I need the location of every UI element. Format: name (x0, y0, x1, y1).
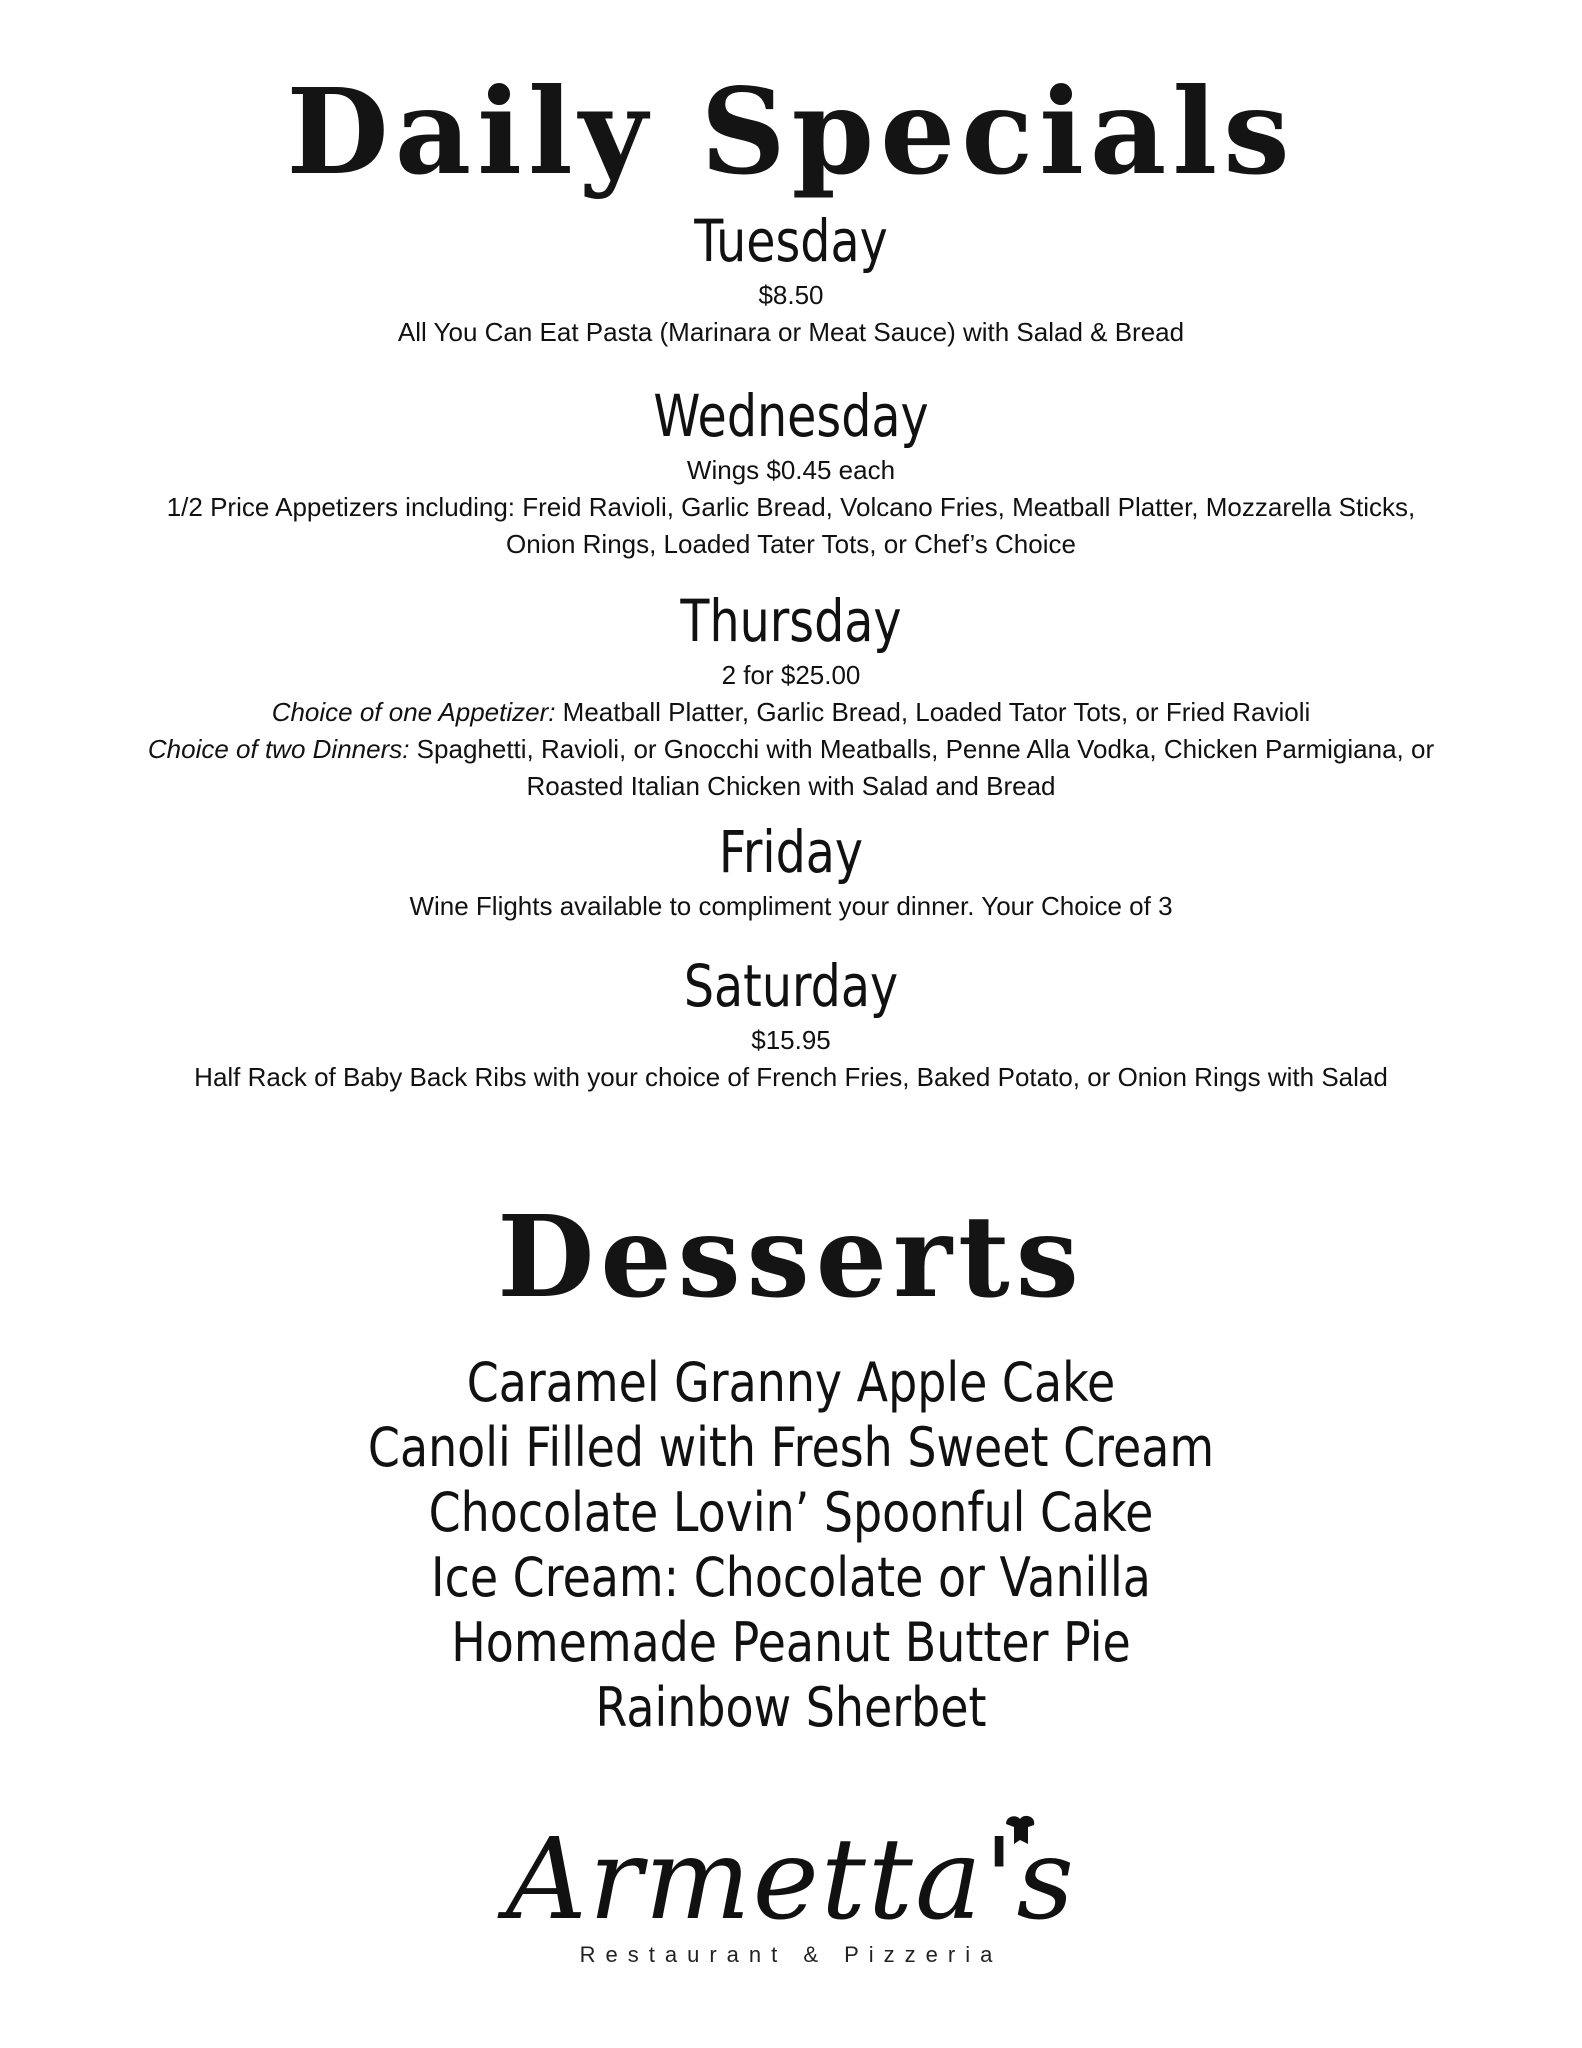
appetizer-label: Choice of one Appetizer: (271, 697, 556, 727)
dessert-item: Ice Cream: Chocolate or Vanilla (431, 1546, 1151, 1609)
dessert-item: Canoli Filled with Fresh Sweet Cream (367, 1416, 1215, 1479)
dessert-item: Rainbow Sherbet (595, 1676, 987, 1739)
special-description: 1/2 Price Appetizers including: Freid Ravioli, Garlic Bread, Volcano Fries, Meatball Platter, Mozzarella Sticks, (166, 492, 1416, 522)
special-saturday (0, 950, 1582, 1096)
desserts-title: Desserts (497, 1192, 1085, 1323)
page-title: Daily Specials (286, 62, 1296, 201)
day-name: Wednesday (653, 382, 929, 450)
appetizer-line (0, 694, 1582, 731)
day-name: Tuesday (694, 207, 888, 275)
desserts-list (0, 1350, 1582, 1740)
dinner-label: Choice of two Dinners: (147, 734, 410, 764)
day-name: Saturday (683, 952, 899, 1020)
dessert-item: Homemade Peanut Butter Pie (451, 1611, 1131, 1674)
logo-name: Armetta's (506, 1815, 1076, 1945)
special-description: Onion Rings, Loaded Tater Tots, or Chef’s Choice (506, 529, 1076, 559)
special-price: $8.50 (758, 280, 824, 310)
special-price: 2 for $25.00 (721, 660, 861, 690)
restaurant-logo (0, 1815, 1582, 1968)
special-friday (0, 816, 1582, 925)
special-wednesday (0, 380, 1582, 563)
appetizer-text: Meatball Platter, Garlic Bread, Loaded Tator Tots, or Fried Ravioli (555, 697, 1311, 727)
dinner-line (0, 731, 1582, 768)
special-price: Wings $0.45 each (686, 455, 896, 485)
dinner-text: Spaghetti, Ravioli, or Gnocchi with Meatballs, Penne Alla Vodka, Chicken Parmigiana, or (409, 734, 1435, 764)
special-description: Wine Flights available to compliment your dinner. Your Choice of 3 (409, 891, 1173, 921)
special-description: Half Rack of Baby Back Ribs with your choice of French Fries, Baked Potato, or Onion Rings with Salad (194, 1062, 1388, 1092)
special-price: $15.95 (751, 1025, 831, 1055)
day-name: Friday (718, 818, 864, 886)
logo-subtitle: Restaurant & Pizzeria (579, 1942, 1003, 1967)
dessert-item: Chocolate Lovin’ Spoonful Cake (428, 1481, 1154, 1544)
special-tuesday (0, 205, 1582, 351)
day-name: Thursday (680, 587, 902, 655)
special-description: All You Can Eat Pasta (Marinara or Meat Sauce) with Salad & Bread (397, 317, 1185, 347)
special-thursday (0, 585, 1582, 805)
dessert-item: Caramel Granny Apple Cake (466, 1351, 1116, 1414)
special-description: Roasted Italian Chicken with Salad and Bread (526, 771, 1056, 801)
